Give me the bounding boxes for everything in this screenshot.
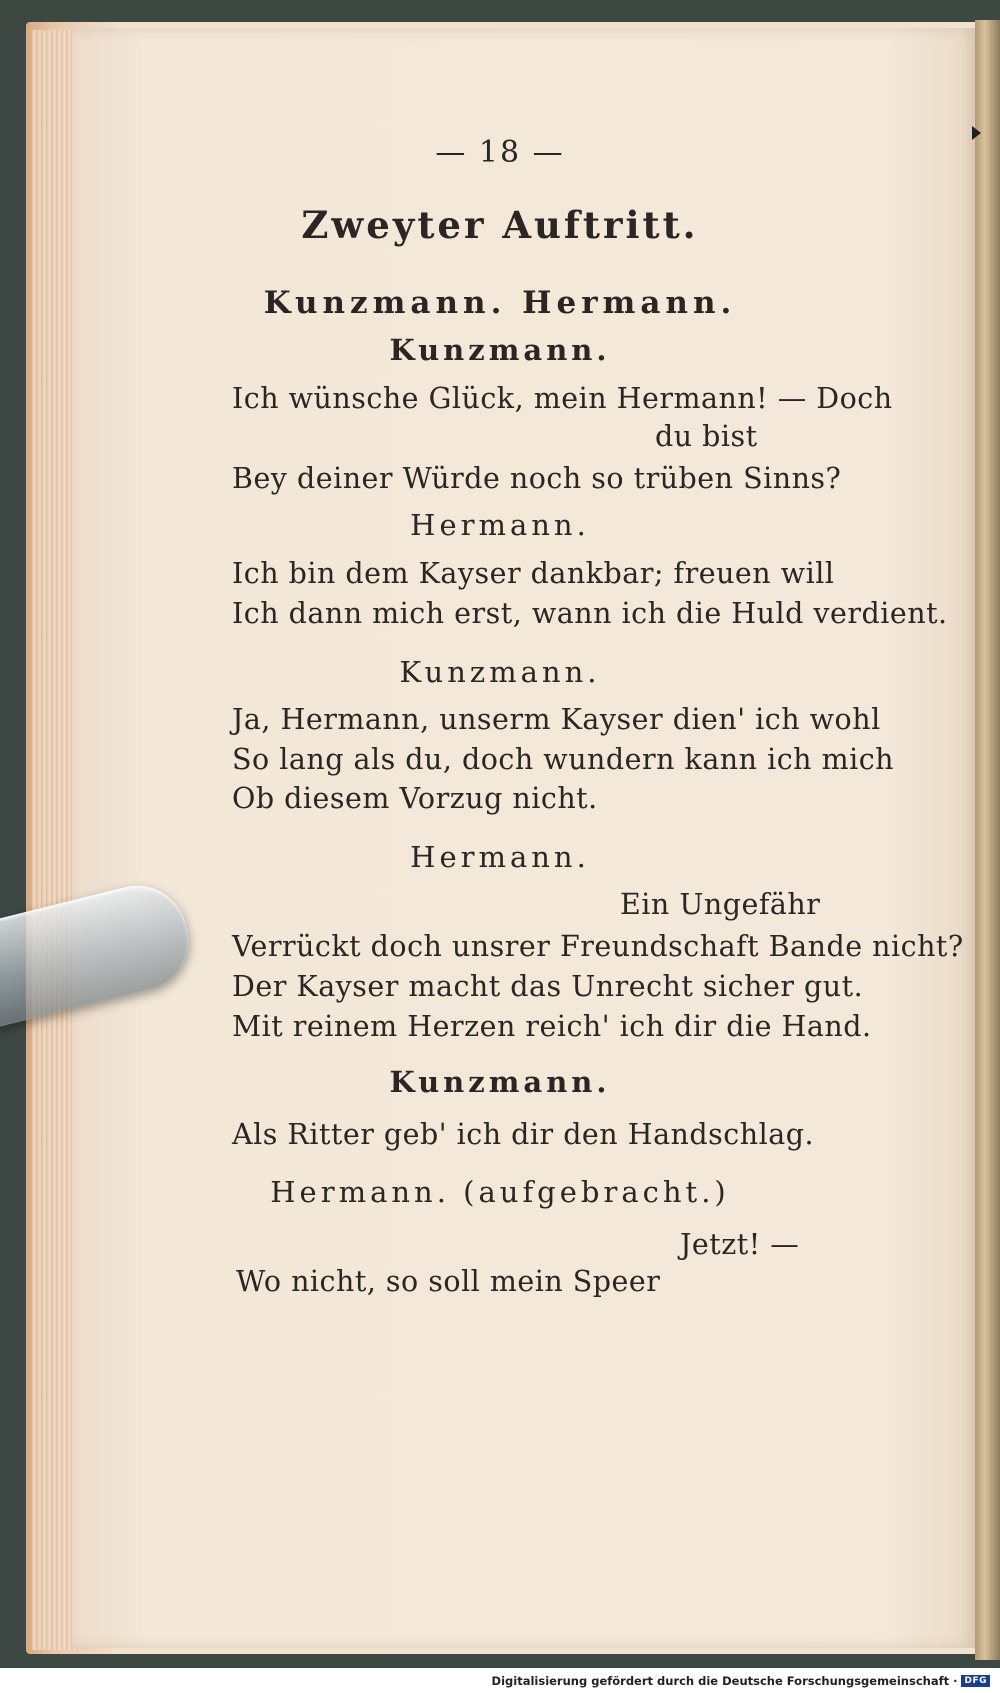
verse-line: Als Ritter geb' ich dir den Handschlag. xyxy=(232,1118,815,1151)
verse-line: Ob diesem Vorzug nicht. xyxy=(232,782,598,815)
verse-line: Verrückt doch unsrer Freundschaft Bande nicht? xyxy=(232,930,964,963)
book-page xyxy=(72,28,977,1648)
verse-line: Ich bin dem Kayser dankbar; freuen will xyxy=(232,557,835,590)
verse-line: Ja, Hermann, unserm Kayser dien' ich wohl xyxy=(232,703,881,736)
verse-line: Der Kayser macht das Unrecht sicher gut. xyxy=(232,970,864,1003)
dfg-logo: DFG xyxy=(961,1675,990,1687)
footer-credit-text: Digitalisierung gefördert durch die Deutsche Forschungsgemeinschaft · xyxy=(491,1674,958,1688)
verse-line: Ein Ungefähr xyxy=(620,888,821,921)
persons-line: Kunzmann. Hermann. xyxy=(263,285,737,321)
verse-line: Wo nicht, so soll mein Speer xyxy=(236,1265,661,1298)
speaker-label: Hermann. xyxy=(410,840,590,874)
verse-line: Ich dann mich erst, wann ich die Huld verdient. xyxy=(232,597,948,630)
verse-line: Mit reinem Herzen reich' ich dir die Hand. xyxy=(232,1010,872,1043)
speaker-label: Kunzmann. xyxy=(389,1065,611,1099)
verse-line: du bist xyxy=(655,420,758,453)
footer-credit xyxy=(492,1674,990,1688)
speaker-label: Kunzmann. xyxy=(389,333,611,367)
speaker-label: Hermann. xyxy=(410,508,590,542)
speaker-label: Kunzmann. xyxy=(399,655,601,689)
verse-line: Bey deiner Würde noch so trüben Sinns? xyxy=(232,462,842,495)
verse-line: So lang als du, doch wundern kann ich mich xyxy=(232,743,895,776)
verse-line: Ich wünsche Glück, mein Hermann! — Doch xyxy=(232,382,893,415)
verse-line: Jetzt! — xyxy=(680,1228,800,1261)
page-number: — 18 — xyxy=(435,135,565,170)
speaker-label: Hermann. (aufgebracht.) xyxy=(270,1175,730,1209)
scene-title: Zweyter Auftritt. xyxy=(301,203,699,247)
